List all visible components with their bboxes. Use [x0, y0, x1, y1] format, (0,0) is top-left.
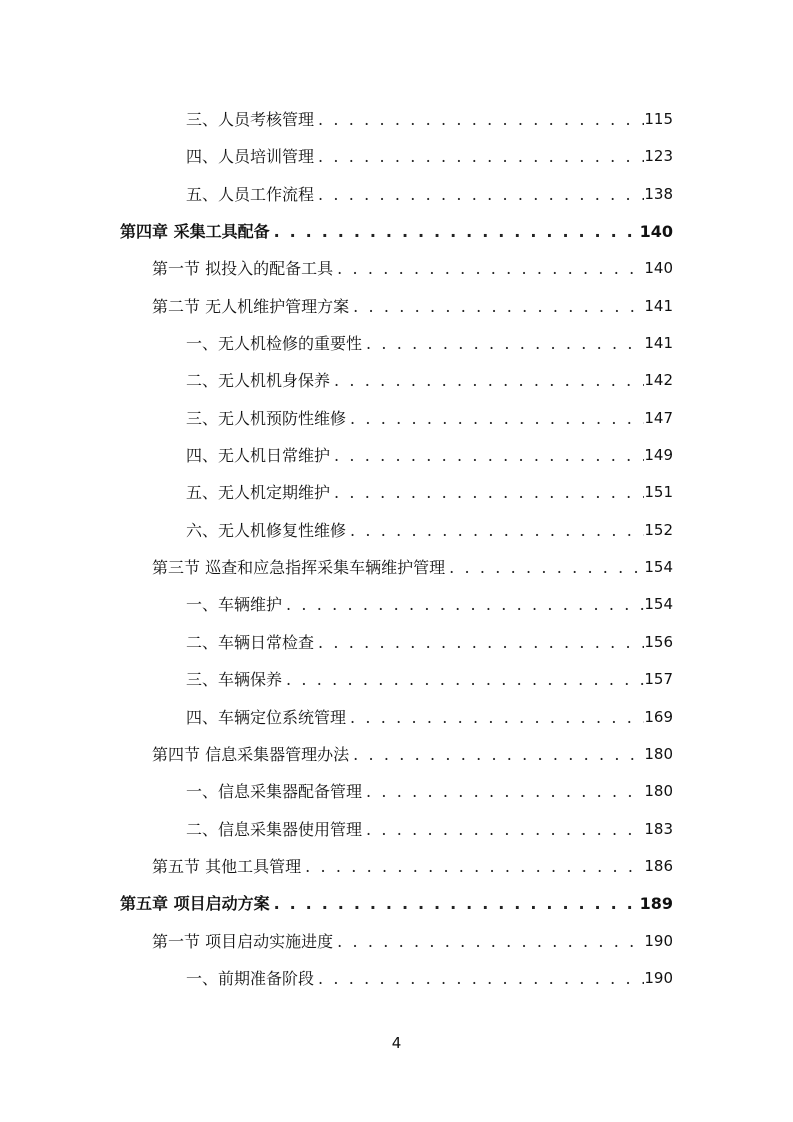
toc-entry-title: 二、车辆日常检查 [186, 632, 315, 652]
page-number: 4 [391, 1034, 402, 1052]
toc-entry-page: 152 [644, 520, 673, 539]
toc-entry[interactable] [186, 960, 673, 997]
toc-entry[interactable] [120, 213, 673, 250]
toc-leader-dots [314, 101, 644, 138]
toc-leader-dots [330, 362, 644, 399]
toc-leader-dots [362, 773, 644, 810]
toc-entry-title: 四、无人机日常维护 [186, 446, 331, 466]
toc-entry-title: 一、车辆维护 [186, 595, 283, 615]
toc-entry[interactable] [186, 474, 673, 511]
toc-leader-dots [301, 848, 644, 885]
toc-leader-dots [314, 624, 644, 661]
toc-entry[interactable] [152, 288, 673, 325]
toc-entry-page: 123 [644, 147, 673, 166]
toc-entry-title: 第一节 拟投入的配备工具 [152, 259, 334, 279]
toc-leader-dots [270, 885, 640, 922]
toc-entry-page: 157 [644, 670, 673, 689]
toc-entry[interactable] [186, 101, 673, 138]
toc-entry-title: 一、信息采集器配备管理 [186, 782, 363, 802]
toc-entry[interactable] [186, 512, 673, 549]
toc-entry-title: 一、前期准备阶段 [186, 968, 315, 988]
toc-leader-dots [330, 437, 644, 474]
toc-entry[interactable] [186, 437, 673, 474]
toc-entry-title: 六、无人机修复性维修 [186, 520, 347, 540]
toc-entry-title: 第二节 无人机维护管理方案 [152, 296, 350, 316]
toc-entry-title: 二、无人机机身保养 [186, 371, 331, 391]
toc-entry[interactable] [186, 325, 673, 362]
toc-entry-title: 三、人员考核管理 [186, 110, 315, 129]
toc-leader-dots [314, 176, 644, 213]
toc-entry[interactable] [186, 773, 673, 810]
toc-entry-page: 151 [644, 483, 673, 502]
toc-leader-dots [346, 699, 644, 736]
toc-entry[interactable] [186, 699, 673, 736]
toc-entry[interactable] [120, 885, 673, 922]
toc-entry-page: 180 [644, 782, 673, 801]
toc-entry-page: 189 [639, 894, 673, 914]
toc-entry-title: 第四节 信息采集器管理办法 [152, 744, 350, 764]
table-of-contents [0, 101, 793, 997]
toc-entry-page: 141 [644, 296, 673, 315]
toc-leader-dots [314, 138, 644, 175]
toc-entry[interactable] [152, 549, 673, 586]
toc-entry[interactable] [186, 661, 673, 698]
toc-leader-dots [330, 474, 644, 511]
toc-leader-dots [362, 325, 644, 362]
toc-entry-page: 180 [644, 744, 673, 763]
toc-entry[interactable] [186, 586, 673, 623]
toc-entry-page: 169 [644, 707, 673, 726]
toc-entry-page: 186 [644, 856, 673, 875]
toc-entry-title: 三、车辆保养 [186, 670, 283, 690]
toc-entry-title: 四、人员培训管理 [186, 147, 315, 167]
toc-entry[interactable] [152, 848, 673, 885]
toc-entry[interactable] [186, 176, 673, 213]
toc-entry[interactable] [152, 736, 673, 773]
toc-entry-title: 三、无人机预防性维修 [186, 408, 347, 428]
toc-leader-dots [346, 400, 644, 437]
toc-entry-title: 四、车辆定位系统管理 [186, 707, 347, 727]
toc-entry-page: 141 [644, 334, 673, 353]
toc-entry-page: 154 [644, 558, 673, 577]
toc-entry-title: 第三节 巡查和应急指挥采集车辆维护管理 [152, 558, 446, 578]
toc-entry[interactable] [186, 138, 673, 175]
toc-entry-title: 第四章 采集工具配备 [120, 222, 270, 242]
toc-entry-page: 115 [644, 110, 673, 128]
toc-leader-dots [346, 512, 644, 549]
toc-entry[interactable] [186, 811, 673, 848]
toc-entry-page: 154 [644, 595, 673, 614]
toc-leader-dots [270, 213, 640, 250]
toc-leader-dots [349, 288, 644, 325]
toc-entry-title: 五、无人机定期维护 [186, 483, 331, 503]
toc-entry[interactable] [152, 250, 673, 287]
toc-entry-page: 190 [644, 931, 673, 950]
toc-entry-title: 第五章 项目启动方案 [120, 894, 270, 914]
toc-entry-page: 149 [644, 446, 673, 465]
toc-entry-title: 第一节 项目启动实施进度 [152, 931, 334, 951]
toc-leader-dots [445, 549, 644, 586]
toc-entry[interactable] [186, 624, 673, 661]
toc-leader-dots [362, 811, 644, 848]
toc-entry[interactable] [152, 923, 673, 960]
toc-entry-page: 156 [644, 632, 673, 651]
toc-leader-dots [349, 736, 644, 773]
toc-entry-page: 142 [644, 371, 673, 390]
toc-entry-title: 五、人员工作流程 [186, 184, 315, 204]
toc-entry-page: 147 [644, 408, 673, 427]
toc-entry-page: 140 [639, 222, 673, 242]
toc-entry-page: 190 [644, 968, 673, 987]
toc-leader-dots [282, 586, 644, 623]
toc-entry-title: 一、无人机检修的重要性 [186, 334, 363, 354]
toc-entry[interactable] [186, 400, 673, 437]
toc-leader-dots [333, 923, 644, 960]
toc-entry-page: 138 [644, 184, 673, 203]
toc-entry-page: 140 [644, 259, 673, 278]
toc-entry-title: 第五节 其他工具管理 [152, 856, 302, 876]
toc-entry-title: 二、信息采集器使用管理 [186, 819, 363, 839]
toc-leader-dots [282, 661, 644, 698]
toc-entry[interactable] [186, 362, 673, 399]
toc-leader-dots [333, 250, 644, 287]
toc-entry-page: 183 [644, 819, 673, 838]
toc-leader-dots [314, 960, 644, 997]
